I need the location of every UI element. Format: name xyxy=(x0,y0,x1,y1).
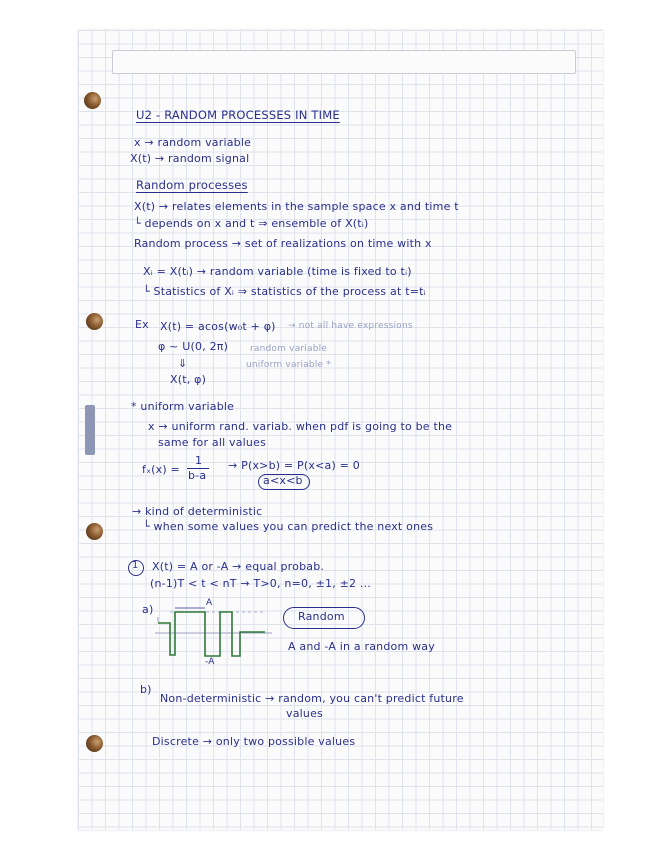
wave-label-top: A xyxy=(206,598,213,608)
note-line: x → uniform rand. variab. when pdf is going to be the xyxy=(148,420,453,433)
note-line: Random process → set of realizations on time with x xyxy=(134,237,432,250)
definition-x: x → random variable xyxy=(134,136,252,149)
note-line: X(t) → relates elements in the sample space x and time t xyxy=(134,200,459,213)
note-line: (n-1)T < t < nT → T>0, n=0, ±1, ±2 ... xyxy=(150,577,371,590)
part-a-label: a) xyxy=(142,603,154,616)
wave-label-bottom: -A xyxy=(205,657,215,667)
note-line: └ Statistics of Xᵢ ⇒ statistics of the process at t=tᵢ xyxy=(143,285,426,298)
random-word: Random xyxy=(298,610,345,623)
pdf-denominator: b-a xyxy=(188,469,207,482)
page-title: U2 - RANDOM PROCESSES IN TIME xyxy=(136,108,340,122)
note-line: Xᵢ = X(tᵢ) → random variable (time is fixed to tᵢ) xyxy=(143,265,412,278)
note-line: → kind of deterministic xyxy=(132,505,263,518)
note-line: X(t) = A or -A → equal probab. xyxy=(152,560,325,573)
pdf-label: fₓ(x) = xyxy=(142,463,180,476)
definition-xt: X(t) → random signal xyxy=(130,152,250,165)
note-line: └ when some values you can predict the next ones xyxy=(143,520,434,533)
note-line: Non-deterministic → random, you can't predict future xyxy=(160,692,464,705)
example-equation: X(t) = acos(w₀t + φ) xyxy=(160,320,276,333)
range-label: a<x<b xyxy=(263,474,303,487)
example-label: Ex xyxy=(135,318,149,331)
example-note: uniform variable * xyxy=(246,360,332,370)
probability-line: → P(x>b) = P(x<a) = 0 xyxy=(228,459,360,472)
example-note: → not all have expressions xyxy=(288,321,413,331)
pdf-numerator: 1 xyxy=(195,454,203,467)
implies-arrow: ⇓ xyxy=(178,357,188,370)
heading-random-processes: Random processes xyxy=(136,178,248,192)
note-line: A and -A in a random way xyxy=(288,640,435,653)
note-line: same for all values xyxy=(158,436,266,449)
part-b-label: b) xyxy=(140,683,152,696)
example-result: X(t, φ) xyxy=(170,373,207,386)
heading-uniform-variable: * uniform variable xyxy=(131,400,235,413)
note-line: └ depends on x and t ⇒ ensemble of X(tᵢ) xyxy=(134,217,369,230)
note-line: values xyxy=(286,707,323,720)
example-number: 1 xyxy=(132,560,139,571)
note-line: Discrete → only two possible values xyxy=(152,735,356,748)
example-note: random variable xyxy=(250,344,328,354)
example-phi: φ ~ U(0, 2π) xyxy=(158,340,229,353)
